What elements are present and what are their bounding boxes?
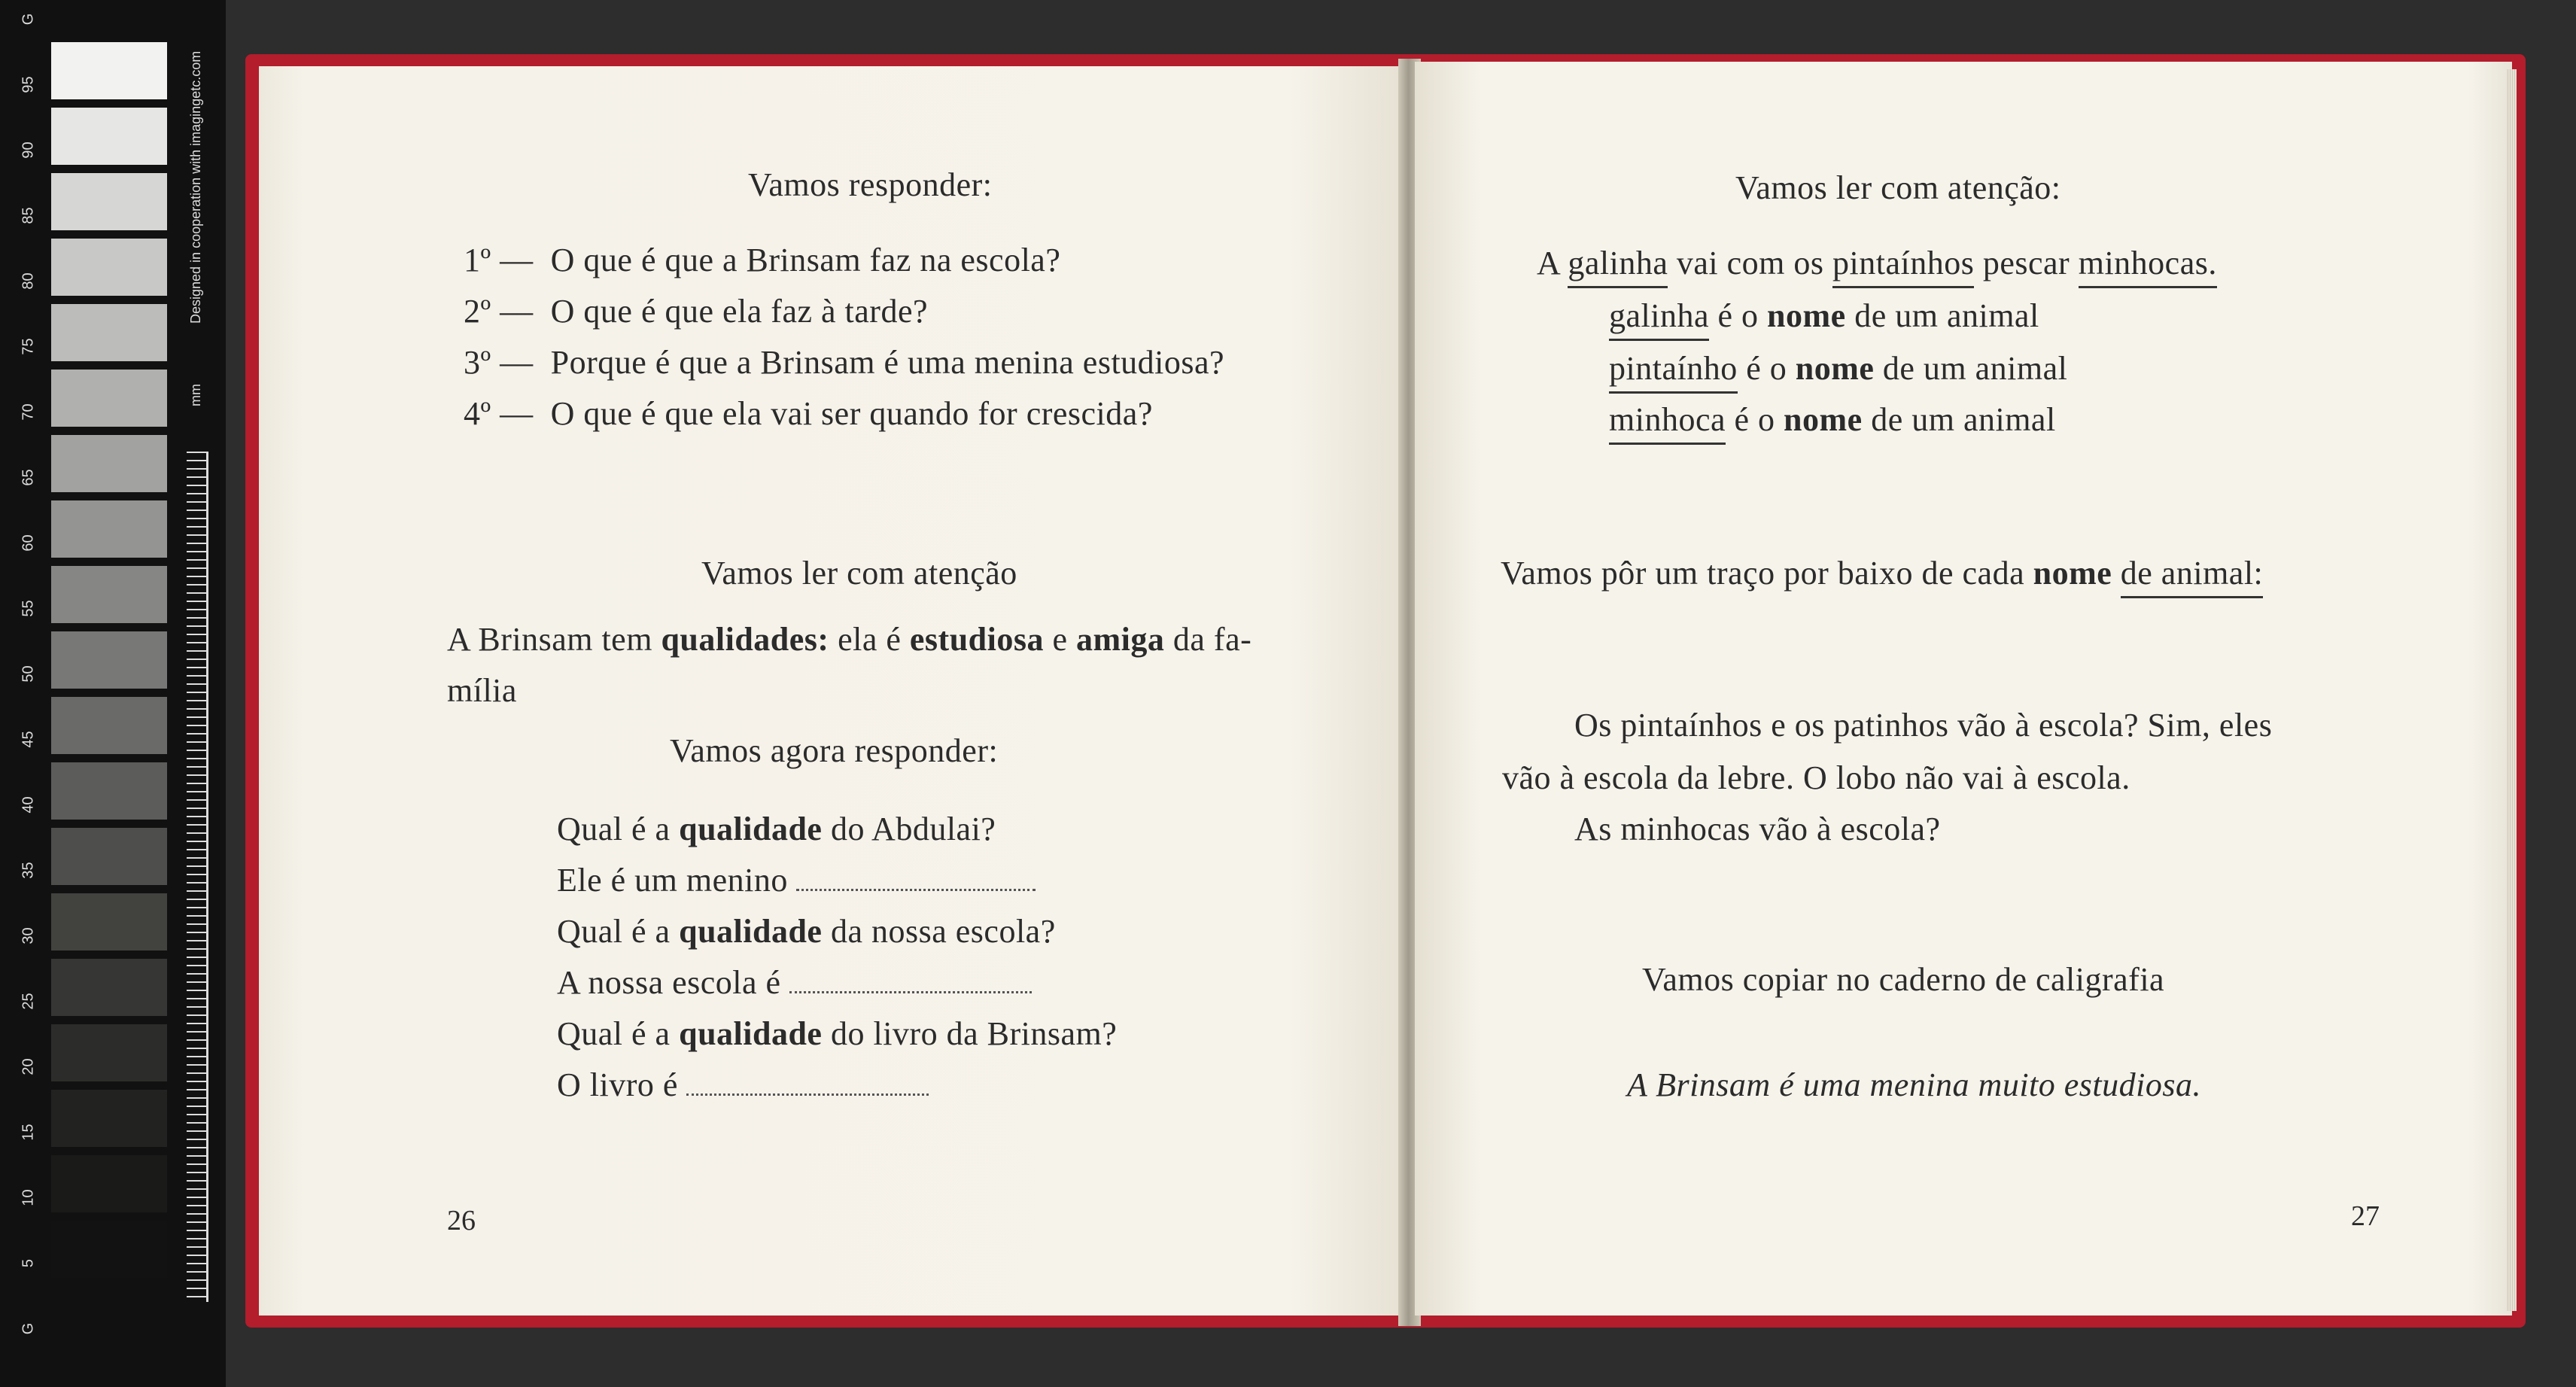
answer-blank[interactable] xyxy=(789,969,1032,993)
question-text: O que é que a Brinsam faz na escola? xyxy=(550,242,1061,278)
underlined-word: pintaínho xyxy=(1609,350,1738,394)
line-text: é o xyxy=(1746,350,1787,387)
q-text: Qual é a xyxy=(557,913,671,950)
ruler-unit: mm xyxy=(188,384,203,406)
underlined-word: minhoca xyxy=(1609,401,1726,445)
gray-patch xyxy=(51,370,167,427)
gray-patch xyxy=(51,500,167,558)
color-calibration-strip xyxy=(0,0,226,1387)
line-bold: nome xyxy=(1784,401,1863,438)
gray-patch xyxy=(51,108,167,165)
mm-ruler xyxy=(187,452,208,1302)
answer-blank[interactable] xyxy=(686,1071,929,1096)
underlined-word: pintaínhos xyxy=(1832,245,1974,288)
page-number-right: 27 xyxy=(2351,1200,2380,1232)
patch-label: 60 xyxy=(20,534,37,552)
q-bold: qualidade xyxy=(679,1015,823,1052)
line-text: de um animal xyxy=(1882,350,2068,387)
patch-label: 80 xyxy=(20,272,37,290)
question-number: 3º — xyxy=(464,344,534,381)
patch-label: 35 xyxy=(20,862,37,879)
gray-patch xyxy=(51,173,167,230)
patch-label: 70 xyxy=(20,403,37,421)
gray-patch xyxy=(51,1024,167,1081)
gray-patch xyxy=(51,1090,167,1147)
line-bold: nome xyxy=(1767,297,1846,334)
patch-label: 55 xyxy=(20,600,37,617)
line-text: é o xyxy=(1717,297,1759,334)
copy-sentence: A Brinsam é uma menina muito estudiosa. xyxy=(1627,1066,2201,1103)
page-edges xyxy=(2506,69,2517,1311)
right-heading-read: Vamos ler com atenção: xyxy=(1735,169,2061,206)
quality-answer-3 xyxy=(557,1066,929,1103)
q-bold: qualidade xyxy=(679,811,823,847)
answer-prompt: A nossa escola é xyxy=(557,964,781,1001)
gray-patch xyxy=(51,1221,167,1278)
q-bold: qualidade xyxy=(679,913,823,950)
patch-label: 5 xyxy=(20,1258,37,1268)
q-text: da nossa escola? xyxy=(830,913,1056,950)
para-bold: qualidades: xyxy=(661,621,829,658)
underlined-word: minhocas. xyxy=(2079,245,2217,288)
answer-prompt: O livro é xyxy=(557,1066,678,1103)
patch-label: 10 xyxy=(20,1189,37,1206)
gray-patch xyxy=(51,762,167,820)
patch-label: 95 xyxy=(20,76,37,93)
patch-label: 15 xyxy=(20,1124,37,1141)
gray-patch xyxy=(51,42,167,99)
patch-label: 50 xyxy=(20,665,37,683)
underline-instruction xyxy=(1501,557,2263,590)
right-page xyxy=(1415,62,2512,1316)
underlined-word: galinha xyxy=(1609,297,1709,341)
patch-label: G xyxy=(20,1322,37,1335)
sentence-text: A xyxy=(1537,245,1559,281)
left-heading-read: Vamos ler com atenção xyxy=(701,555,1017,592)
patch-label: 65 xyxy=(20,469,37,486)
line-text: é o xyxy=(1734,401,1775,438)
para-bold: estudiosa xyxy=(909,621,1044,658)
left-heading-respond-now: Vamos agora responder: xyxy=(670,732,999,769)
question-2 xyxy=(464,295,928,328)
question-number: 2º — xyxy=(464,293,534,330)
gray-patch xyxy=(51,1155,167,1212)
underlined-word: de animal: xyxy=(2121,555,2264,598)
gray-patch xyxy=(51,828,167,885)
patch-label: 45 xyxy=(20,731,37,748)
patch-label: 90 xyxy=(20,141,37,159)
patch-label: 30 xyxy=(20,927,37,944)
quality-answer-1 xyxy=(557,864,1036,897)
qualities-paragraph xyxy=(447,623,1252,656)
noun-line-1 xyxy=(1609,297,2039,334)
question-text: O que é que ela vai ser quando for crescida? xyxy=(550,395,1153,432)
question-4 xyxy=(464,397,1153,430)
exercise-line-3: As minhocas vão à escola? xyxy=(1574,811,1941,847)
para-text: e xyxy=(1052,621,1068,658)
para-text: ela é xyxy=(838,621,902,658)
exercise-line-2: vão à escola da lebre. O lobo não vai à escola. xyxy=(1502,759,2130,796)
quality-question-3 xyxy=(557,1017,1117,1051)
q-text: Qual é a xyxy=(557,811,671,847)
para-text: A Brinsam tem xyxy=(447,621,652,658)
answer-prompt: Ele é um menino xyxy=(557,862,788,899)
quality-answer-2 xyxy=(557,966,1032,999)
qualities-paragraph-cont: mília xyxy=(447,672,517,709)
question-number: 4º — xyxy=(464,395,534,432)
exercise-line-1: Os pintaínhos e os patinhos vão à escola? Sim, eles xyxy=(1574,707,2273,744)
answer-blank[interactable] xyxy=(796,866,1036,891)
gray-patches xyxy=(51,42,167,1286)
instr-bold: nome xyxy=(2033,555,2112,592)
para-bold: amiga xyxy=(1076,621,1165,658)
page-number-left: 26 xyxy=(447,1205,476,1236)
line-text: de um animal xyxy=(1871,401,2056,438)
noun-line-3 xyxy=(1609,403,2056,436)
patch-label: 85 xyxy=(20,207,37,224)
gray-patch xyxy=(51,566,167,623)
patch-label: 40 xyxy=(20,796,37,814)
patch-label: 75 xyxy=(20,338,37,355)
q-text: Qual é a xyxy=(557,1015,671,1052)
patch-label: 20 xyxy=(20,1058,37,1075)
quality-question-1 xyxy=(557,813,996,846)
question-1 xyxy=(464,244,1060,277)
q-text: do Abdulai? xyxy=(830,811,996,847)
calibration-credit: Designed in cooperation with imagingetc.com xyxy=(188,50,203,324)
gray-patch xyxy=(51,893,167,951)
patch-label: 25 xyxy=(20,993,37,1010)
instr-text: Vamos pôr um traço por baixo de cada xyxy=(1501,555,2025,592)
patch-labels xyxy=(14,0,44,1387)
question-number: 1º — xyxy=(464,242,534,278)
gray-patch xyxy=(51,239,167,296)
gray-patch xyxy=(51,959,167,1016)
gray-patch xyxy=(51,304,167,361)
sentence-text: vai com os xyxy=(1676,245,1824,281)
line-text: de um animal xyxy=(1854,297,2039,334)
gray-patch xyxy=(51,435,167,492)
noun-line-2 xyxy=(1609,352,2067,385)
line-bold: nome xyxy=(1795,350,1875,387)
question-3 xyxy=(464,346,1224,379)
patch-label: G xyxy=(20,13,37,26)
question-text: Porque é que a Brinsam é uma menina estudiosa? xyxy=(550,344,1225,381)
animals-sentence xyxy=(1537,247,2217,280)
question-text: O que é que ela faz à tarde? xyxy=(550,293,929,330)
gray-patch xyxy=(51,631,167,689)
ruler-edge xyxy=(206,452,208,1302)
para-text: da fa- xyxy=(1172,621,1252,658)
copy-heading: Vamos copiar no caderno de caligrafia xyxy=(1642,961,2165,998)
left-page xyxy=(259,66,1404,1316)
q-text: do livro da Brinsam? xyxy=(830,1015,1118,1052)
gray-patch xyxy=(51,697,167,754)
quality-question-2 xyxy=(557,915,1056,948)
sentence-text: pescar xyxy=(1982,245,2070,281)
underlined-word: galinha xyxy=(1568,245,1668,288)
left-heading-respond: Vamos responder: xyxy=(748,166,993,203)
